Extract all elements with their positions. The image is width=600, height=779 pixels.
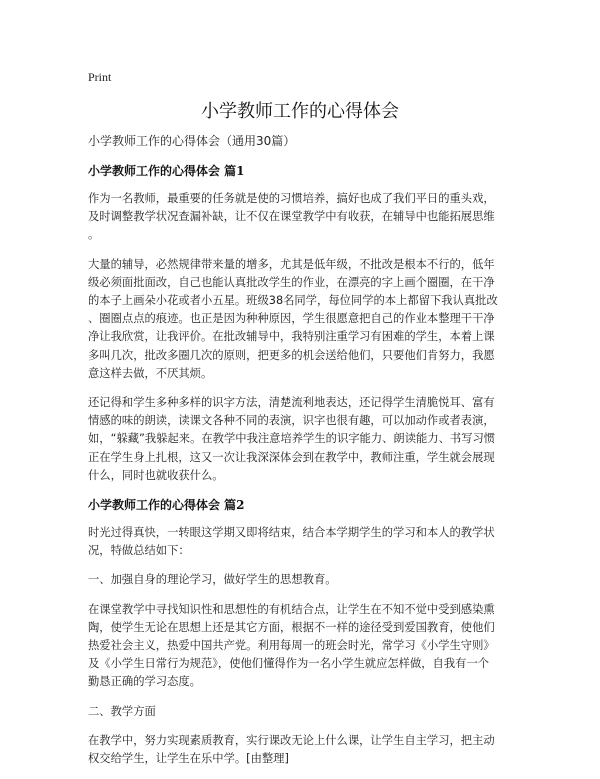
- section-2: [88, 496, 520, 768]
- paragraph: [88, 524, 520, 560]
- paragraph: [88, 571, 520, 589]
- paragraph: [88, 703, 520, 721]
- text-line: 如，“躲藏”我躲起来。在教学中我注意培养学生的识字能力、朗读能力、书写习惯: [88, 432, 496, 446]
- section-heading: 小学教师工作的心得体会 篇1: [88, 164, 245, 178]
- document-subtitle: 小学教师工作的心得体会（通用30篇）: [88, 134, 296, 148]
- text-line: 正在学生身上扎根，这又一次让我深深体会到在教学中，教师注重，学生就会展现: [88, 450, 495, 464]
- text-line: 意这样去做，不厌其烦。: [88, 366, 213, 380]
- paragraph: [88, 601, 520, 692]
- text-line: 在教学中，努力实现素质教育，实行课改无论上什么课，让学生自主学习，把主动: [88, 733, 495, 747]
- text-line: 什么，同时也就收获什么。: [88, 468, 224, 482]
- paragraph: [88, 256, 520, 383]
- text-line: 在课堂教学中寻找知识性和思想性的有机结合点，让学生在不知不觉中受到感染熏: [88, 602, 495, 616]
- text-line: 大量的辅导，必然规律带来量的增多，尤其是低年级，不批改是根本不行的，低年: [88, 257, 495, 271]
- text-line: 勤恳正确的学习态度。: [88, 675, 201, 689]
- text-line: 及《小学生日常行为规范》，使他们懂得作为一名小学生就应怎样做，自我有一个: [88, 657, 490, 671]
- text-line: 级必须面批面改，自己也能认真批改学生的作业，在漂亮的字上画个圈圈，在干净: [88, 275, 495, 289]
- text-line: 热爱社会主义，热爱中国共产党。利用每周一的班会时光，常学习《小学生守则》: [88, 639, 495, 653]
- text-line: 的本子上画朵小花或者小五星。班级38名同学，每位同学的本上都留下我认真批改: [88, 294, 498, 308]
- paragraph: [88, 190, 520, 245]
- text-line: 二、教学方面: [88, 704, 156, 718]
- text-line: 一、加强自身的理论学习，做好学生的思想教育。: [88, 573, 337, 587]
- text-line: 权交给学生，让学生在乐中学。[由整理]: [88, 752, 289, 766]
- text-line: 陶，使学生无论在思想上还是其它方面，根据不一样的途径受到爱国教育，使他们: [88, 620, 495, 634]
- section-heading: 小学教师工作的心得体会 篇2: [88, 498, 245, 513]
- text-line: 还记得和学生多种多样的识字方法，清楚流利地表达，还记得学生清脆悦耳、富有: [88, 396, 495, 410]
- print-link[interactable]: Print: [88, 70, 112, 84]
- text-line: 多叫几次，批改多圈几次的原则，把更多的机会送给他们，只要他们肯努力，我愿: [88, 348, 495, 362]
- text-line: 况，特做总结如下：: [88, 544, 190, 558]
- text-line: 情感的味的朗读，读课文各种不同的表演，识字也很有趣，可以加动作或者表演，: [88, 414, 495, 428]
- text-line: 、圈圈点点的痕迹。也正是因为种种原因，学生很愿意把自己的作业本整理干干净: [88, 312, 495, 326]
- paragraph: [88, 394, 520, 485]
- text-line: 时光过得真快，一转眼这学期又即将结束，结合本学期学生的学习和本人的教学状: [88, 526, 495, 540]
- text-line: 作为一名教师，最重要的任务就是使的习惯培养，搞好也成了我们平日的重头戏，: [88, 192, 495, 205]
- text-line: 及时调整教学状况查漏补缺，让不仅在课堂教学中有收获，在辅导中也能拓展思维: [88, 210, 495, 224]
- text-line: 净让我欣赏，让我评价。在批改辅导中，我特别注重学习有困难的学生，本着上课: [88, 330, 495, 344]
- text-line: 。: [88, 228, 100, 242]
- document-body: [88, 132, 520, 779]
- paragraph: [88, 732, 520, 768]
- page-title: 小学教师工作的心得体会: [201, 101, 399, 122]
- section-1: [88, 162, 520, 485]
